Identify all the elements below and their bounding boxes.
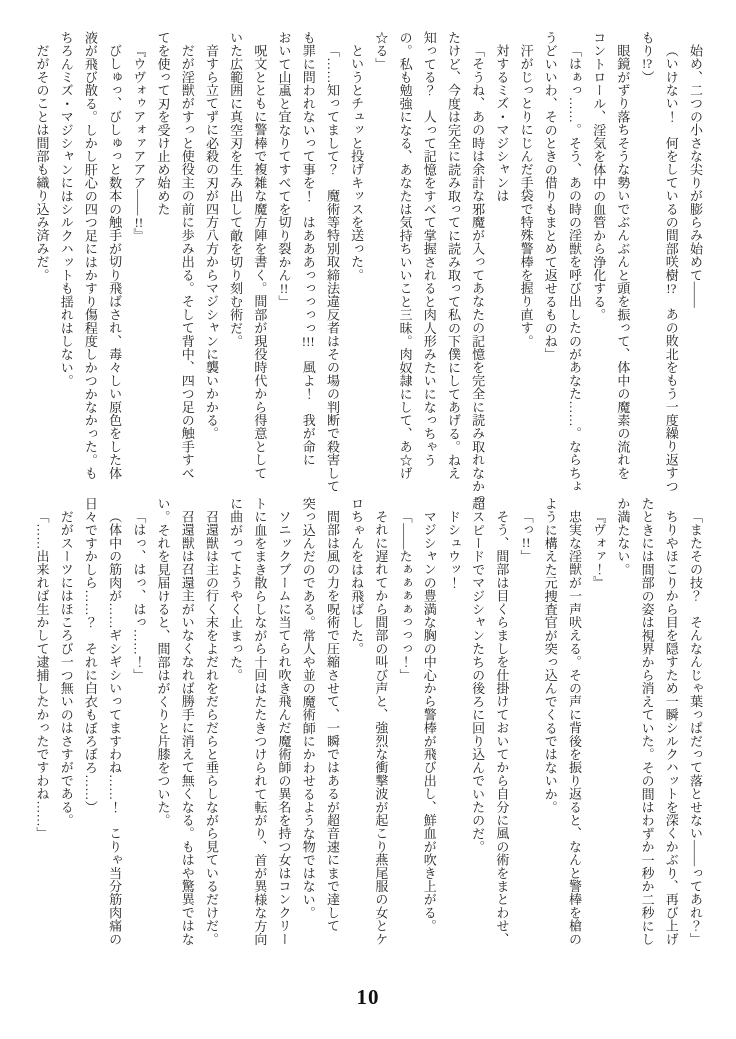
text-line: というとチュッと投げキッスを送った。	[349, 44, 365, 282]
text-line: 間部は風の力を呪術で圧縮させて、一瞬ではあるが超音速にまで達して	[324, 510, 340, 933]
text-line: 突っ込んだのである。常人や並の魔術師にかわせるような物ではない。	[300, 497, 316, 920]
text-line: 『ウヴォゥアォァアアア――!!』	[131, 44, 147, 242]
text-line: 召還獣は主の行く末をよだれをだらだらと垂らしながら見ているだけだ。	[203, 510, 219, 946]
text-line: 音すら立てずに必殺の刃が四方八方からマジシャンに襲いかかる。	[203, 44, 219, 440]
text-line: 超スピードでマジシャンたちの後ろに回り込んでいたのだ。	[470, 497, 486, 854]
text-line: ちろんミズ・マジシャンにはシルクハットも揺れはしない。	[58, 31, 74, 388]
text-line: 呪文とともに警棒で複雑な魔方陣を書く。間部が現役時代から得意として	[252, 44, 268, 480]
text-line: 「――たぁぁぁぁっっっ！」	[397, 510, 413, 682]
text-line: ☆る」	[373, 31, 389, 71]
text-line: マジシャンの豊満な胸の中心から警棒が飛び出し、鮮血が吹き上がる。	[421, 510, 437, 933]
text-line: コントロール、淫気を体中の血管から浄化する。	[591, 31, 607, 322]
text-line: 忠実な淫獣が一声吠える。その声に背後を振り返ると、なんと警棒を槍の	[566, 510, 582, 946]
page-number: 10	[356, 985, 380, 1009]
text-line: い。それを見届けると、間部はがくりと片膝をついた。	[155, 497, 171, 827]
text-line: 召還獣は召還主がいなくなれば勝手に消えて無くなる。もはや驚異ではな	[179, 510, 195, 946]
text-line: 『ヴォァ！』	[591, 510, 607, 590]
text-line: そう、間部は目くらましを仕掛けておいてから自分に風の術をまとわせ、	[494, 510, 510, 946]
text-block-bottom	[29, 497, 707, 963]
text-line: 「そうね、あの時は余計な邪魔が入ってあなたの記憶を完全に読み取れなかっ	[470, 44, 486, 506]
text-block-top	[29, 31, 707, 506]
text-line: 眼鏡がずり落ちそうな勢いでぶんぶんと頭を振って、体中の魔素の流れを	[615, 44, 631, 480]
text-line: おいて山颪と宜なりてすべてを切り裂かん!!」	[276, 31, 292, 309]
text-line: ドシュウッ！	[445, 510, 461, 590]
text-line: だがそのことは間部も織り込み済みだ。	[34, 44, 50, 282]
text-line: に曲がってようやく止まった。	[228, 497, 244, 682]
text-line: （いけない！ 何をしているの間部咲樹!? あの敗北をもう一度繰り返すつ	[663, 44, 679, 493]
text-line: 「はっ、はっ、はっ……！」	[131, 510, 147, 682]
text-line: 「っ!!」	[518, 510, 534, 563]
text-line: ように構えた元捜査官が突っ込んでくるではないか。	[542, 497, 558, 814]
text-line: 「……出来れば生かして逮捕したかったですわね……」	[34, 510, 50, 840]
text-line: の。私も勉強になる、あなたは気持ちいいこと三昧。肉奴隷にして、あ☆げ	[397, 31, 413, 480]
text-line: いた広範囲に真空刃を生み出して敵を切り刻む術だ。	[228, 31, 244, 348]
text-line: だが淫獣がすっと使役主の前に歩み出る。そして背中、四つ足の触手すべ	[179, 44, 195, 480]
text-line: ちりやほこりから目を隠すため一瞬シルクハットを深くかぶり、再び上げ	[663, 510, 679, 946]
text-line: 液が飛び散る。しかし肝心の四つ足にはかすり傷程度しかつかなかった。も	[82, 31, 98, 480]
text-line: てを使って刃を受け止め始めた	[155, 31, 171, 216]
text-line: うどいいわ、そのときの借りもまとめて返せるものね」	[542, 31, 558, 361]
text-line: たけど、今度は完全に読み取ってに読み取って私の下僕にしてあげる。ねえ	[445, 31, 461, 480]
text-line: びしゅっ、びしゅっと数本の触手が切り飛ばされ、毒々しい原色をした体	[107, 44, 123, 480]
text-line: 「……知ってまして？ 魔術等特別取締法違反者はその場の判断で殺害して	[324, 44, 340, 493]
text-line: だがスーツにはほころび一つ無いのはさすがである。	[58, 510, 74, 827]
text-line: 知ってる？ 人って記憶をすべて掌握されると肉人形みたいになっちゃう	[421, 31, 437, 467]
text-line: （体中の筋肉が……ギシギシいってますわね……！ こりゃ当分筋肉痛の	[107, 510, 123, 946]
text-line: か満たない。	[615, 497, 631, 577]
text-line: 「はぁっ……。そう、あの時の淫獣を呼び出したのがあなた……。ならちょ	[566, 44, 582, 493]
text-line: ロちゃんをはね飛ばした。	[349, 497, 365, 656]
text-line: 始め、二つの小さな尖りが膨らみ始めて――	[688, 44, 703, 308]
text-line: 汗がじっとりにじんだ手袋で特殊警棒を握り直す。	[518, 44, 534, 348]
text-line: 「またその技？ そんなんじゃ葉っぱだって落とせない――ってあれ？」	[688, 510, 703, 946]
text-line: も罪に問われないって事を！ はあああっっっっっ!!! 風よ！ 我が命に	[300, 31, 316, 467]
text-line: 日々ですかしら……？ それに白衣もぼろぼろ……）	[82, 497, 98, 814]
text-line: それに遅れてから間部の叫び声と、強烈な衝撃波が起こり燕尾服の女とケ	[373, 510, 389, 946]
text-line: もり!?）	[639, 31, 655, 84]
text-line: ソニックブームに当てられ吹き飛んだ魔術師の異名を持つ女はコンクリー	[276, 510, 292, 946]
text-line: トに血をまき散らしながら十回はたたきつけられて転がり、首が異様な方向	[252, 497, 268, 946]
text-line: 対するミズ・マジシャンは	[494, 44, 510, 203]
text-line: たときには間部の姿は視界から消えていた。その間はわずか一秒か二秒にし	[639, 497, 655, 946]
